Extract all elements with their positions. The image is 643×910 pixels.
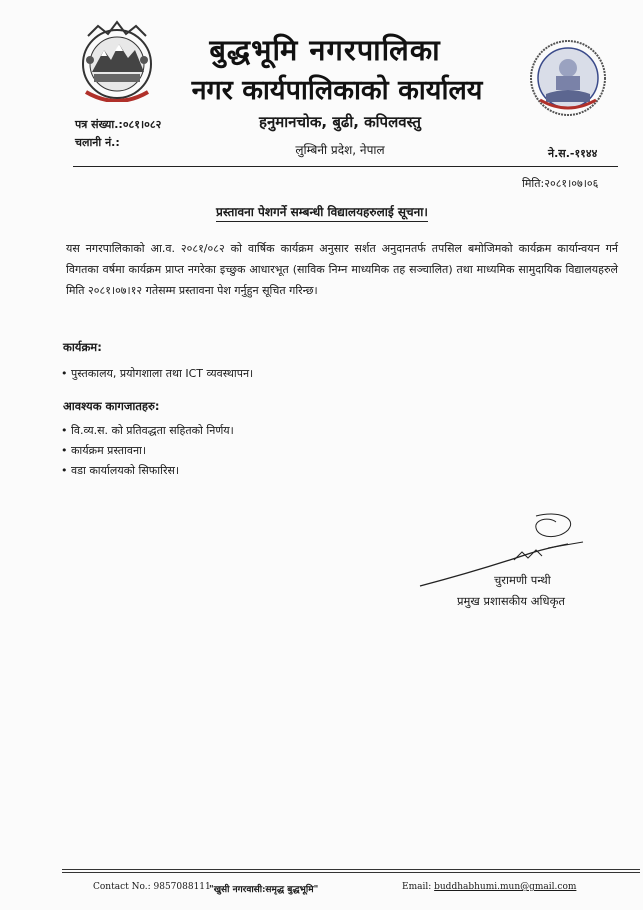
municipality-seal-icon <box>528 38 608 118</box>
program-item: • पुस्तकालय, प्रयोगशाला तथा ICT व्यवस्थापन। <box>61 367 254 380</box>
nepal-emblem-icon <box>78 20 156 102</box>
document-item: • वडा कार्यालयको सिफारिस। <box>61 464 180 477</box>
program-heading: कार्यक्रम: <box>63 340 102 354</box>
document-item: • वि.व्य.स. को प्रतिवद्धता सहितको निर्णय। <box>61 424 234 437</box>
notice-body: यस नगरपालिकाको आ.व. २०८१/०८२ को वार्षिक कार्यक्रम अनुसार सर्शत अनुदानतर्फ तपसिल बमोजिमको कार्यक्रम कार्यान्वयन गर्न विगतका वर्षमा कार्यक्रम प्राप्त नगरेका इच्छुक आधारभूत (साविक निम्न माध्यमिक तह सञ्चालित) तथा माध्यमिक सामुदायिक विद्यालयहरुले मिति २०८१।०७।१२ गतेसम्म प्रस्तावना पेश गर्नुहुन सूचित गरिन्छ। <box>66 242 618 297</box>
office-name: नगर कार्यपालिकाको कार्यालय <box>191 75 483 106</box>
documents-heading: आवश्यक कागजातहरु: <box>63 399 160 413</box>
signer-name: चुरामणी पन्थी <box>494 573 551 587</box>
footer-divider <box>62 869 640 870</box>
footer-divider <box>62 872 640 873</box>
email-label: Email: <box>402 882 435 892</box>
header-divider <box>73 166 618 167</box>
slogan: "खुसी नगरवासी:समृद्ध बुद्धभूमि" <box>209 885 319 895</box>
address-line-1: हनुमानचोक, बुढी, कपिलवस्तु <box>259 113 421 131</box>
reference-number: पत्र संख्या.:०८१।०८२ <box>75 118 162 131</box>
contact-number: Contact No.: 9857088111 <box>93 882 211 892</box>
nepal-sambat-number: ने.स.-११४४ <box>548 147 598 160</box>
signer-title: प्रमुख प्रशासकीय अधिकृत <box>457 594 565 608</box>
document-item: • कार्यक्रम प्रस्तावना। <box>61 444 147 457</box>
dispatch-number: चलानी नं.: <box>75 136 120 149</box>
notice-subject: प्रस्तावना पेशगर्ने सम्बन्धी विद्यालयहरुलाई सूचना। <box>216 203 428 222</box>
address-line-2: लुम्बिनी प्रदेश, नेपाल <box>295 143 385 157</box>
email-link[interactable]: buddhabhumi.mun@gmail.com <box>434 882 577 892</box>
organization-name: बुद्धभूमि नगरपालिका <box>209 33 441 67</box>
email-block <box>402 882 576 892</box>
letter-date: मिति:२०८१।०७।०६ <box>522 177 599 190</box>
